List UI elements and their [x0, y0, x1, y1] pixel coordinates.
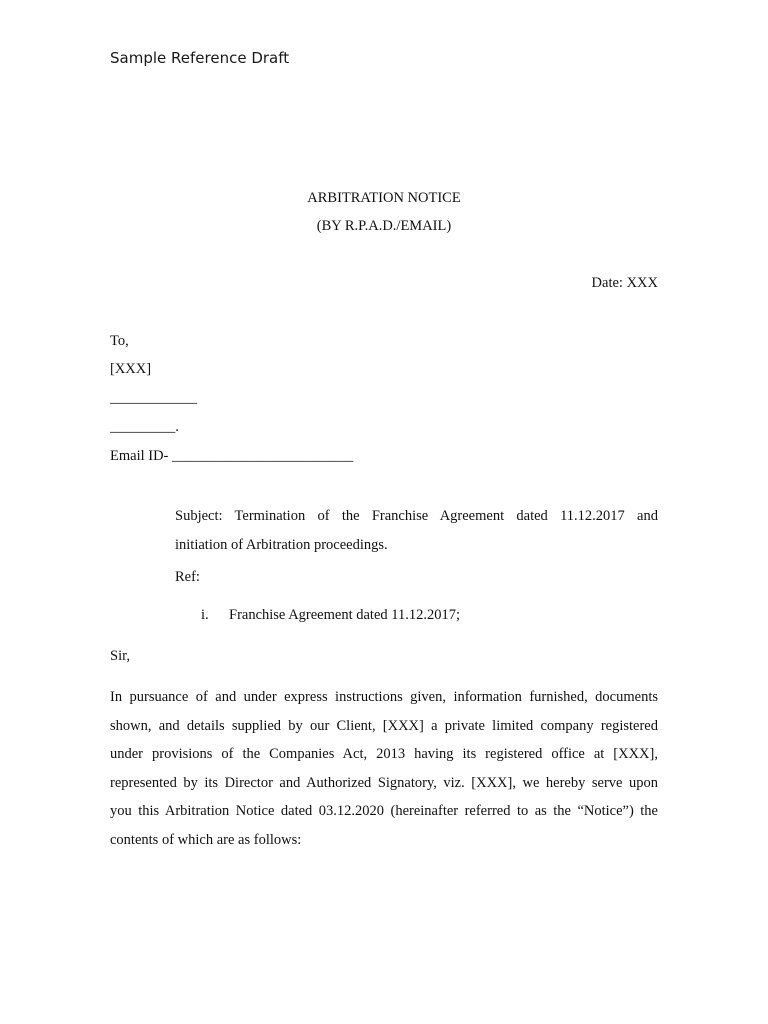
- recipient-address-line-1: ____________: [110, 390, 197, 406]
- recipient-address-line-2: _________.: [110, 419, 179, 435]
- body-line: under provisions of the Companies Act, 2013 having its registered office at [XXX],: [110, 746, 658, 763]
- reference-item-text: Franchise Agreement dated 11.12.2017;: [229, 607, 461, 623]
- reference-label: Ref:: [175, 569, 200, 585]
- document-header-label: Sample Reference Draft: [110, 49, 290, 67]
- subject-line-2: initiation of Arbitration proceedings.: [175, 537, 388, 553]
- notice-title: ARBITRATION NOTICE: [307, 190, 461, 206]
- recipient-to: To,: [110, 333, 129, 349]
- notice-delivery-mode: (BY R.P.A.D./EMAIL): [316, 218, 452, 234]
- body-line: shown, and details supplied by our Client, [XXX] a private limited company registered: [110, 717, 658, 734]
- reference-item-numeral: i.: [201, 607, 209, 623]
- body-line: you this Arbitration Notice dated 03.12.2020 (hereinafter referred to as the “Notice”) the: [110, 803, 658, 820]
- notice-date: Date: XXX: [591, 275, 658, 291]
- subject-block: [175, 502, 658, 560]
- body-line: In pursuance of and under express instructions given, information furnished, documents: [110, 689, 658, 705]
- salutation: Sir,: [110, 648, 130, 664]
- subject-line-1: Subject: Termination of the Franchise Agreement dated 11.12.2017 and: [175, 508, 658, 524]
- body-line: contents of which are as follows:: [110, 831, 302, 848]
- body-paragraph: [110, 683, 658, 855]
- body-line: represented by its Director and Authorized Signatory, viz. [XXX], we hereby serve upon: [110, 774, 658, 791]
- recipient-email: Email ID- _________________________: [110, 448, 354, 464]
- recipient-name: [XXX]: [110, 361, 152, 377]
